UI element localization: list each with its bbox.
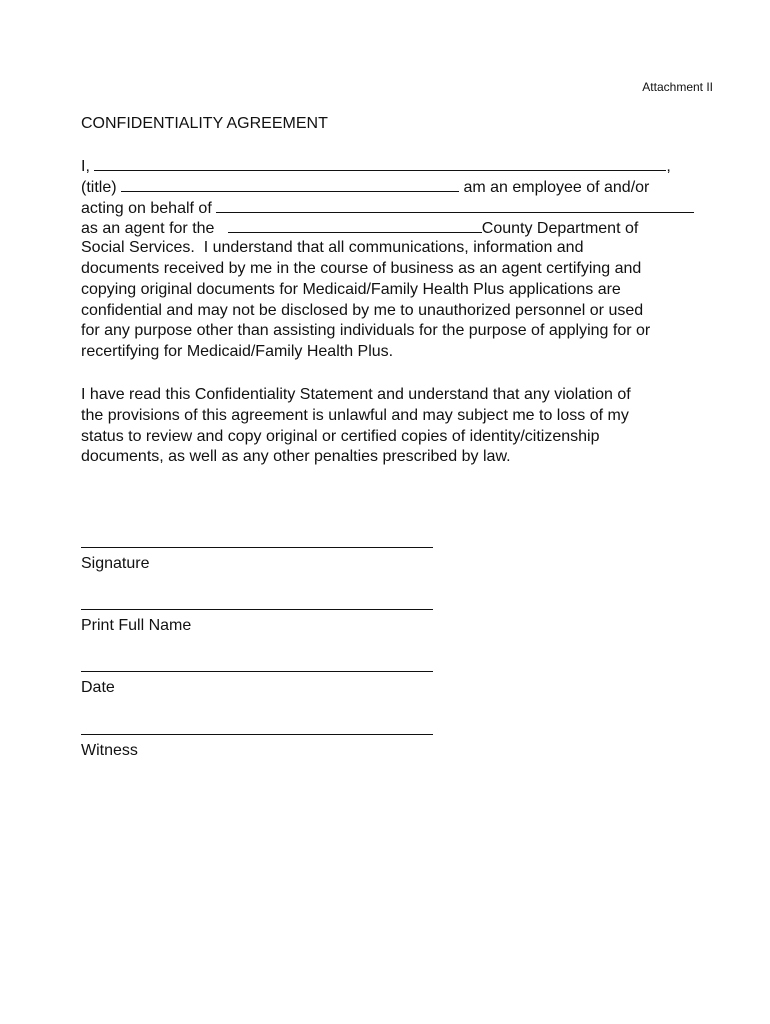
paragraph-line: copying original documents for Medicaid/Family Health Plus applications are [81, 280, 621, 298]
date-field [81, 671, 441, 698]
county-suffix: County Department of [481, 220, 639, 238]
title-line [81, 176, 721, 197]
paragraph-line: Social Services. I understand that all communications, information and [81, 239, 584, 257]
witness-line[interactable] [81, 734, 433, 735]
acknowledgement-paragraph [81, 385, 721, 468]
print-name-label: Print Full Name [81, 617, 192, 634]
paragraph-line: for any purpose other than assisting individuals for the purpose of applying for or [81, 322, 651, 340]
behalf-blank[interactable] [216, 197, 694, 213]
county-blank[interactable] [228, 217, 482, 233]
paragraph-line: status to review and copy original or certified copies of identity/citizenship [81, 427, 600, 445]
agreement-paragraph [81, 155, 721, 363]
print-name-field [81, 609, 441, 636]
paragraph-line: confidential and may not be disclosed by me to unauthorized personnel or used [81, 301, 644, 319]
county-prefix: as an agent for the [81, 220, 215, 238]
attachment-label: Attachment II [642, 80, 713, 94]
name-line [81, 155, 721, 176]
paragraph-line: I have read this Confidentiality Statement and understand that any violation of [81, 386, 631, 403]
witness-field [81, 734, 441, 761]
signature-field [81, 547, 441, 574]
signature-label: Signature [81, 555, 150, 572]
paragraph-line: documents received by me in the course of business as an agent certifying and [81, 259, 642, 277]
name-blank[interactable] [94, 155, 666, 171]
title-prefix: (title) [81, 178, 117, 196]
behalf-prefix: acting on behalf of [81, 199, 212, 217]
date-label: Date [81, 679, 115, 696]
county-line [81, 217, 721, 238]
name-prefix: I, [81, 158, 90, 175]
title-suffix: am an employee of and/or [463, 178, 650, 196]
paragraph-line: documents, as well as any other penalties prescribed by law. [81, 448, 511, 466]
paragraph-line: the provisions of this agreement is unlawful and may subject me to loss of my [81, 406, 629, 424]
paragraph-line: recertifying for Medicaid/Family Health Plus. [81, 343, 394, 361]
print-name-line[interactable] [81, 609, 433, 610]
name-suffix: , [666, 158, 671, 175]
title-blank[interactable] [121, 176, 459, 192]
document-title: CONFIDENTIALITY AGREEMENT [81, 115, 328, 132]
behalf-line [81, 197, 721, 218]
signature-line[interactable] [81, 547, 433, 548]
witness-label: Witness [81, 742, 138, 759]
date-line[interactable] [81, 671, 433, 672]
